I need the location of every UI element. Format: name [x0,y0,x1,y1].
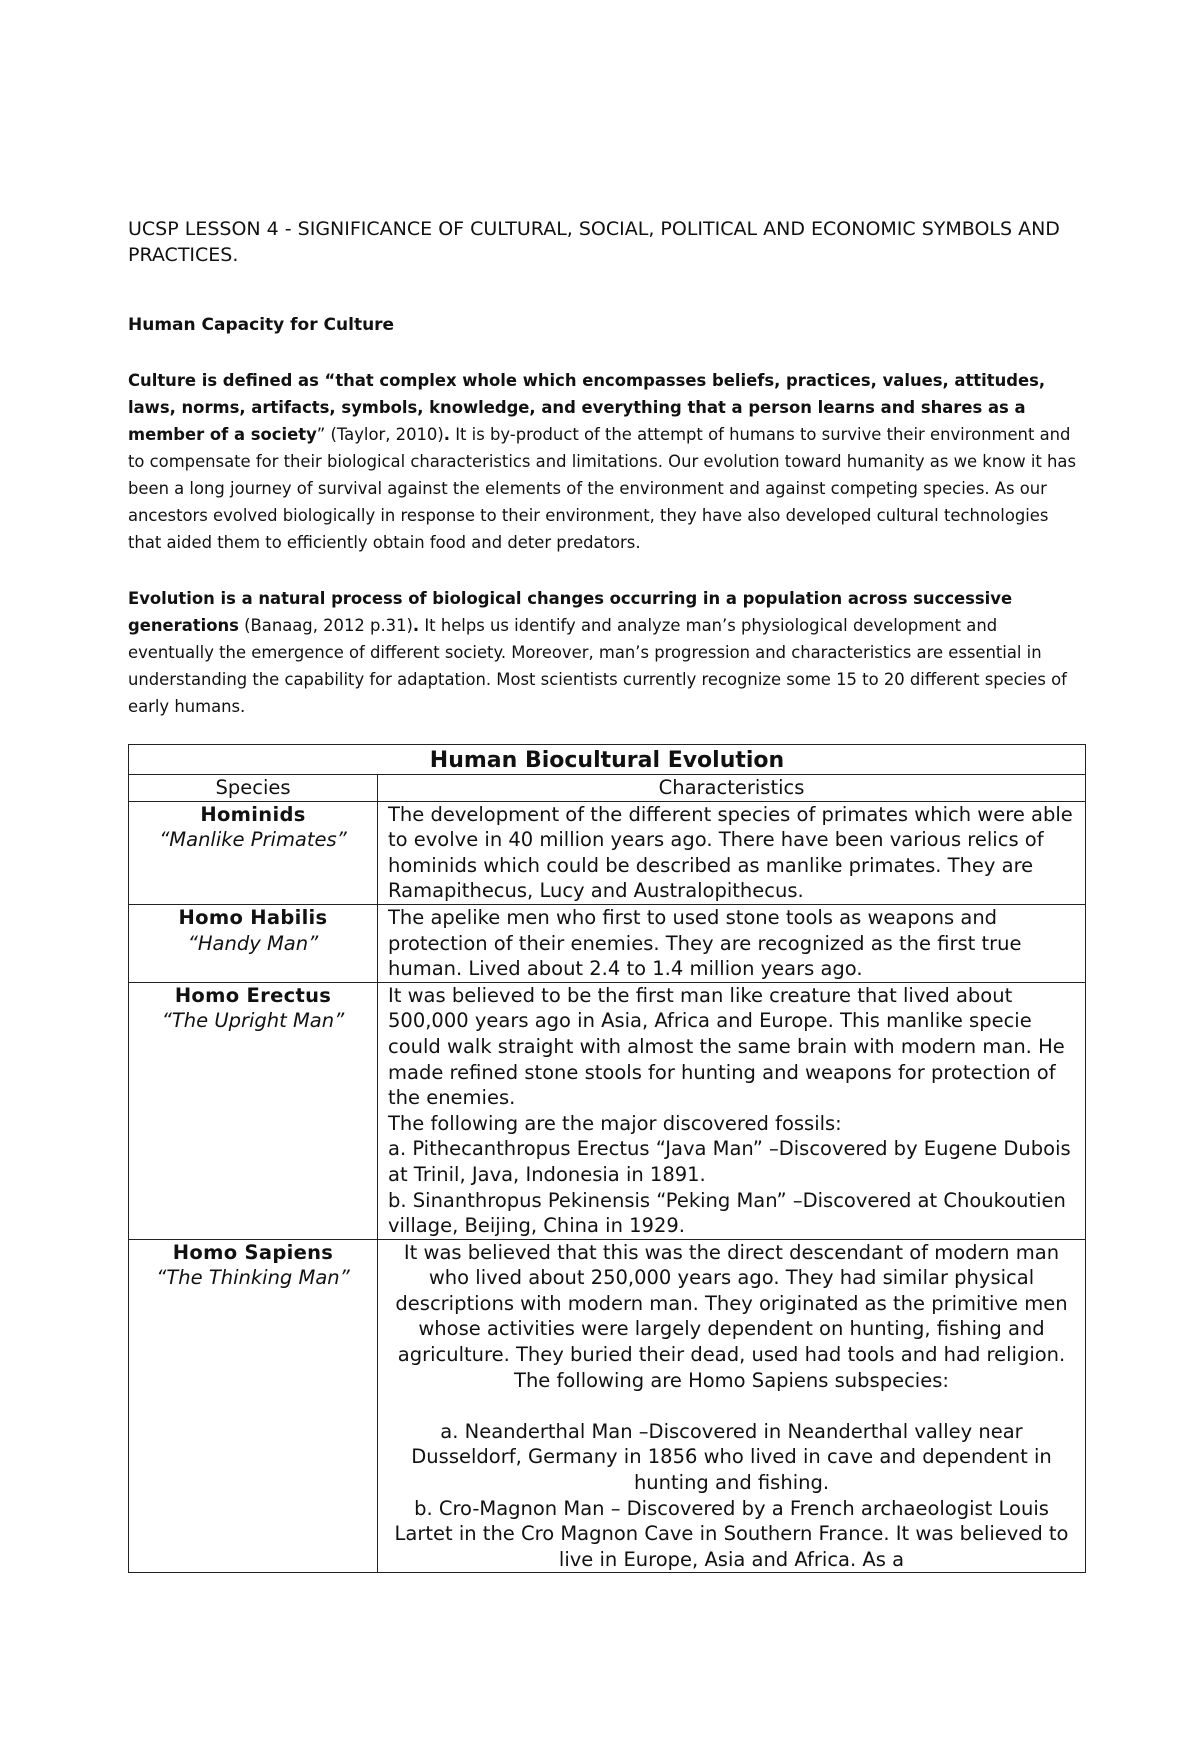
subspecies-item: b. Cro-Magnon Man – Discovered by a French archaeologist Louis Lartet in the Cro Magnon Cave in Southern France. It was believed to live in Europe, Asia and Africa. As a [394,1496,1069,1571]
evolution-period: . [412,616,420,635]
species-name: Homo Erectus [174,983,332,1007]
characteristics-text: The apelike men who first to used stone tools as weapons and protection of their enemies. They are recognized as the first true human. Lived about 2.4 to 1.4 million years ago. [388,905,1022,981]
species-cell [129,982,378,1239]
characteristics-text: It was believed that this was the direct descendant of modern man who lived about 250,000 years ago. They had similar physical descriptions with modern man. They originated as the primitive men whose activities were largely dependent on hunting, fishing and agriculture. They buried their dead, used had tools and had religion. The following are Homo Sapiens subspecies: [395,1240,1068,1392]
table-caption: Human Biocultural Evolution [129,745,1086,775]
characteristics-text: It was believed to be the first man like creature that lived about 500,000 years ago in Asia, Africa and Europe. This manlike specie could walk straight with almost the same brain with modern man. He made refined stone stools for hunting and weapons for protection of the enemies. [388,983,1065,1110]
evolution-definition: Evolution is a natural process of biological changes occurring in a population across successive generations [128,589,1013,635]
culture-citation: ” (Taylor, 2010) [316,425,444,444]
evolution-citation: (Banaag, 2012 p.31) [238,616,413,635]
species-cell [129,801,378,904]
fossil-list-intro: The following are the major discovered fossils: [388,1111,842,1135]
culture-paragraph [128,367,1086,556]
characteristics-cell [378,1239,1086,1573]
evolution-body: It helps us identify and analyze man’s physiological development and eventually the emergence of different society. Moreover, man’s progression and characteristics are essential in understanding the capability for adaptation. Most scientists currently recognize some 15 to 20 different species of early humans. [128,616,1067,716]
species-name: Hominids [200,802,306,826]
fossil-item: b. Sinanthropus Pekinensis “Peking Man” –Discovered at Choukoutien village, Beijing, China in 1929. [388,1188,1066,1238]
species-nickname: “Handy Man” [187,931,319,955]
species-nickname: “The Thinking Man” [156,1266,350,1290]
table-row [129,1239,1086,1573]
species-cell [129,1239,378,1573]
culture-body: It is by-product of the attempt of humans to survive their environment and to compensate for their biological characteristics and limitations. Our evolution toward humanity as we know it has been a long journey of survival against the elements of the environment and against competing species. As our ancestors evolved biologically in response to their environment, they have also developed cultural technologies that aided them to efficiently obtain food and deter predators. [128,425,1076,552]
subspecies-item: a. Neanderthal Man –Discovered in Neanderthal valley near Dusseldorf, Germany in 1856 who lived in cave and dependent in hunting and fishing. [411,1419,1052,1495]
evolution-paragraph [128,585,1086,720]
characteristics-cell [378,801,1086,904]
species-nickname: “The Upright Man” [161,1009,345,1033]
characteristics-cell [378,982,1086,1239]
column-header-species: Species [129,775,378,802]
species-cell [129,904,378,982]
characteristics-text: The development of the different species of primates which were able to evolve in 40 million years ago. There have been various relics of hominids which could be described as manlike primates. They are Ramapithecus, Lucy and Australopithecus. [388,802,1073,903]
table-row [129,904,1086,982]
culture-period: . [443,425,450,444]
table-row [129,801,1086,904]
column-header-characteristics: Characteristics [378,775,1086,802]
culture-definition: Culture is defined as “that complex whole which encompasses beliefs, practices, values, attitudes, laws, norms, artifacts, symbols, knowledge, and everything that a person learns and shares as a member of a society [128,371,1046,444]
spacer [388,1393,1075,1419]
species-name: Homo Habilis [178,905,328,929]
table-row [129,982,1086,1239]
lesson-title: UCSP LESSON 4 - SIGNIFICANCE OF CULTURAL, SOCIAL, POLITICAL AND ECONOMIC SYMBOLS AND PRACTICES. [128,218,1060,266]
species-name: Homo Sapiens [172,1240,334,1264]
species-nickname: “Manlike Primates” [159,828,347,852]
characteristics-cell [378,904,1086,982]
fossil-item: a. Pithecanthropus Erectus “Java Man” –Discovered by Eugene Dubois at Trinil, Java, Indonesia in 1891. [388,1137,1071,1186]
section-heading: Human Capacity for Culture [128,315,395,335]
biocultural-evolution-table [128,744,1086,1573]
